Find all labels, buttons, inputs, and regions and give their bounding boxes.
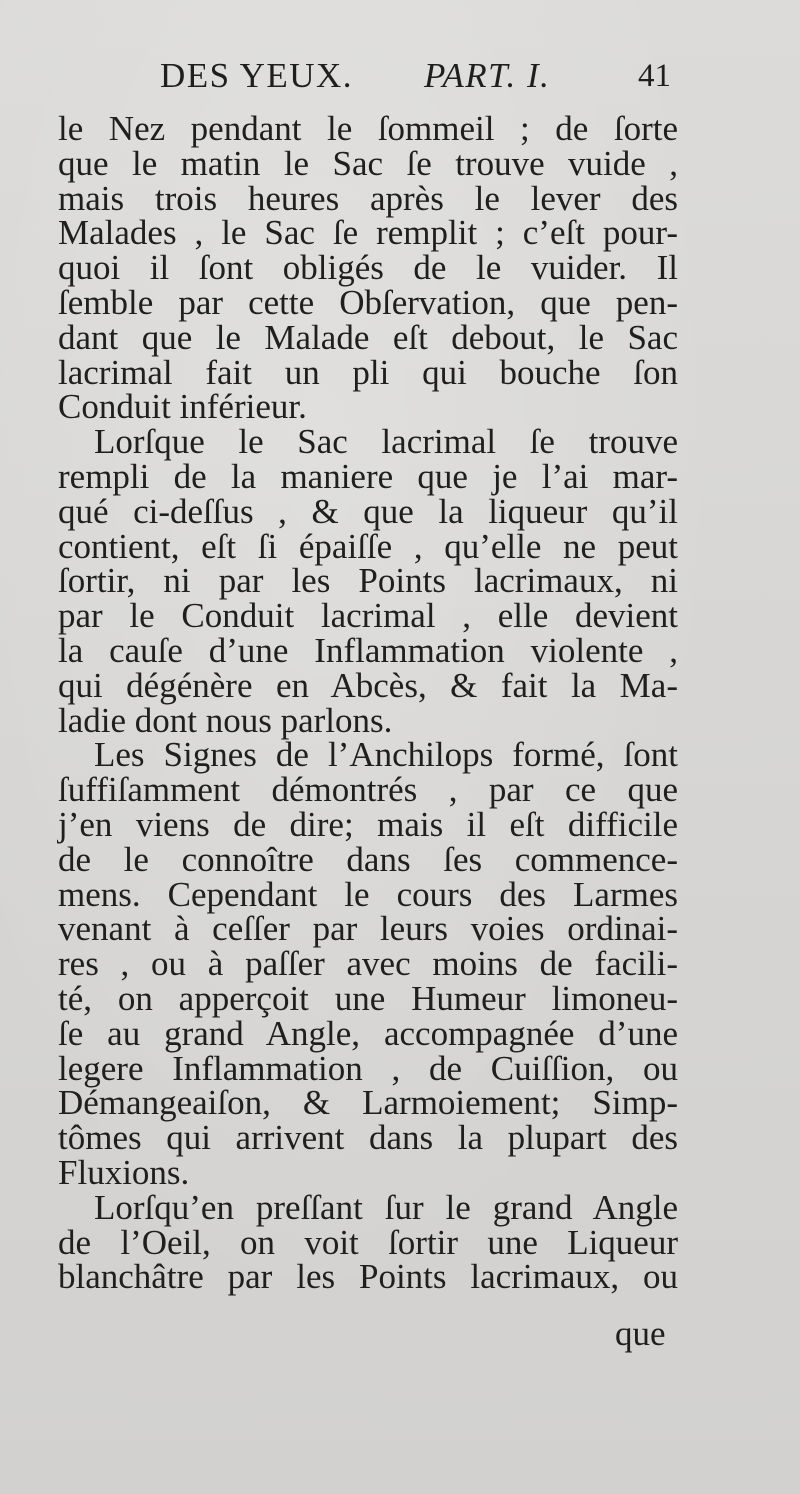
text-line: j’en viens de dire; mais il eſt difficile <box>58 804 678 844</box>
text-line: tômes qui arrivent dans la plupart des <box>58 1118 678 1158</box>
text-line: blanchâtre par les Points lacrimaux, ou <box>58 1257 678 1297</box>
text-line: Conduit inférieur. <box>58 387 307 427</box>
text-line: contient, eſt ſi épaiſſe , qu’elle ne peut <box>58 526 678 566</box>
text-line: mens. Cependant le cours des Larmes <box>58 874 678 914</box>
text-line: par le Conduit lacrimal , elle devient <box>58 596 678 636</box>
body-text <box>58 109 678 1297</box>
text-line: Lorſque le Sac lacrimal ſe trouve <box>94 422 678 462</box>
running-head-part: PART. I. <box>424 56 551 95</box>
text-line: de le connoître dans ſes commence- <box>58 839 678 879</box>
text-line: Fluxions. <box>58 1152 190 1192</box>
text-line: de l’Oeil, on voit ſortir une Liqueur <box>58 1222 678 1262</box>
text-line: quoi il ſont obligés de le vuider. Il <box>58 248 678 288</box>
text-line: qui dégénère en Abcès, & fait la Ma- <box>58 665 678 705</box>
text-line: le Nez pendant le ſommeil ; de ſorte <box>58 109 678 148</box>
running-head <box>0 56 800 96</box>
text-line: que le matin le Sac ſe trouve vuide , <box>58 143 678 183</box>
text-line: venant à ceſſer par leurs voies ordinai- <box>58 909 678 949</box>
text-line: Malades , le Sac ſe remplit ; c’eſt pour- <box>58 213 678 253</box>
text-line: la cauſe d’une Inflammation violente , <box>58 630 678 670</box>
text-line: ſortir, ni par les Points lacrimaux, ni <box>58 561 678 601</box>
text-line: ladie dont nous parlons. <box>58 700 393 740</box>
text-line: mais trois heures après le lever des <box>58 178 678 218</box>
text-line: dant que le Malade eſt debout, le Sac <box>58 317 678 357</box>
text-line: qué ci-deſſus , & que la liqueur qu’il <box>58 491 678 531</box>
text-line: Lorſqu’en preſſant ſur le grand Angle <box>94 1187 678 1227</box>
text-line: Démangeaiſon, & Larmoiement; Simp- <box>58 1083 678 1123</box>
text-line: res , ou à paſſer avec moins de facili- <box>58 944 678 984</box>
text-line: lacrimal fait un pli qui bouche ſon <box>58 352 678 392</box>
page-number: 41 <box>638 58 671 94</box>
text-line: té, on apperçoit une Humeur limoneu- <box>58 978 678 1018</box>
text-line: ſe au grand Angle, accompagnée d’une <box>58 1013 678 1053</box>
text-line: ſemble par cette Obſervation, que pen- <box>58 282 678 322</box>
text-line: legere Inflammation , de Cuiſſion, ou <box>58 1048 678 1088</box>
running-head-title: DES YEUX. <box>160 56 354 95</box>
catchword: que <box>615 1314 666 1353</box>
text-line: Les Signes de l’Anchilops formé, ſont <box>94 735 678 775</box>
text-line: rempli de la maniere que je l’ai mar- <box>58 456 678 496</box>
text-line: ſuffiſamment démontrés , par ce que <box>58 770 678 810</box>
